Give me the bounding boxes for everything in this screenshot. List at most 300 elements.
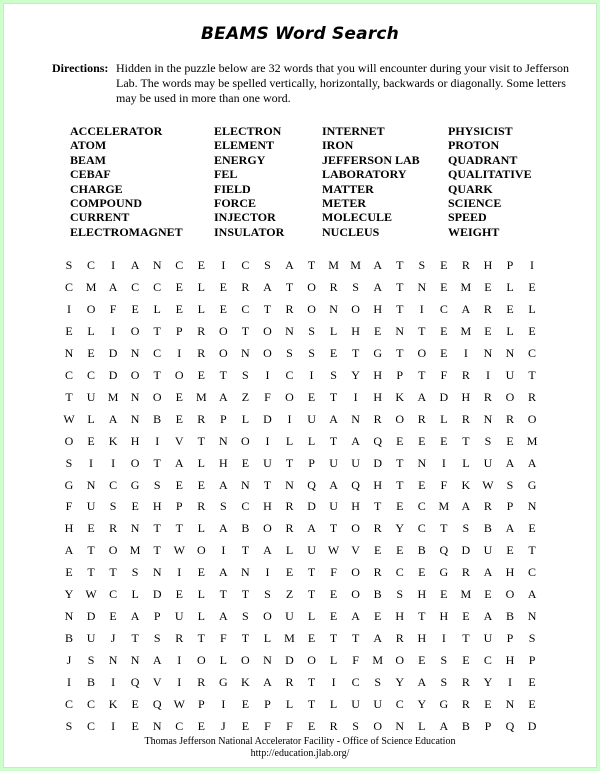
grid-letter: B: [241, 521, 250, 536]
grid-row: [59, 631, 539, 651]
grid-letter: L: [329, 653, 338, 668]
grid-letter: B: [461, 718, 470, 733]
grid-letter: A: [219, 565, 228, 580]
grid-row: [59, 456, 539, 476]
grid-letter: I: [111, 258, 116, 272]
grid-letter: M: [350, 258, 361, 272]
grid-letter: W: [482, 477, 494, 492]
grid-letter: O: [196, 653, 206, 668]
word-item: INJECTOR: [214, 210, 276, 225]
grid-letter: O: [395, 411, 405, 426]
word-item: SCIENCE: [448, 196, 502, 211]
grid-letter: T: [528, 543, 536, 558]
grid-letter: E: [175, 301, 183, 316]
grid-letter: L: [197, 301, 205, 316]
grid-letter: E: [440, 345, 448, 360]
grid-letter: N: [219, 433, 228, 448]
grid-letter: F: [440, 367, 448, 382]
grid-letter: G: [373, 345, 383, 360]
grid-letter: T: [219, 587, 228, 602]
grid-letter: Q: [307, 477, 316, 492]
grid-letter: E: [440, 258, 448, 272]
grid-row: [59, 653, 539, 673]
grid-letter: H: [461, 389, 471, 404]
grid-letter: I: [89, 455, 94, 470]
grid-letter: R: [483, 499, 492, 514]
grid-letter: N: [130, 653, 140, 668]
grid-letter: D: [461, 543, 471, 558]
grid-letter: R: [197, 499, 206, 514]
grid-letter: H: [505, 565, 515, 580]
grid-letter: E: [307, 389, 316, 404]
grid-letter: T: [329, 389, 338, 404]
word-item: QUALITATIVE: [448, 167, 532, 182]
word-item: MOLECULE: [322, 210, 393, 225]
grid-letter: R: [329, 718, 338, 733]
grid-letter: L: [197, 587, 205, 602]
grid-letter: F: [330, 565, 337, 580]
grid-letter: E: [374, 543, 382, 558]
grid-letter: D: [527, 718, 537, 733]
grid-letter: P: [396, 367, 404, 382]
grid-row: [59, 675, 539, 695]
word-list-column: [70, 124, 183, 239]
grid-letter: M: [460, 279, 472, 294]
grid-letter: D: [108, 367, 118, 382]
grid-letter: H: [351, 499, 360, 514]
grid-letter: O: [241, 653, 250, 668]
grid-letter: E: [219, 301, 228, 316]
grid-letter: I: [67, 675, 71, 690]
grid-letter: A: [219, 477, 228, 492]
grid-letter: T: [241, 323, 250, 338]
grid-letter: A: [285, 258, 294, 272]
grid-letter: T: [153, 543, 161, 558]
grid-letter: E: [131, 499, 139, 514]
grid-letter: U: [329, 455, 338, 470]
grid-letter: C: [153, 345, 162, 360]
grid-row: [59, 324, 539, 344]
grid-letter: N: [86, 477, 96, 492]
grid-letter: E: [418, 565, 426, 580]
grid-letter: O: [395, 653, 405, 668]
grid-letter: C: [175, 258, 184, 272]
grid-letter: R: [373, 521, 382, 536]
grid-letter: R: [461, 565, 470, 580]
grid-letter: A: [329, 477, 338, 492]
word-item: NUCLEUS: [322, 224, 380, 239]
grid-letter: S: [65, 718, 73, 733]
grid-letter: F: [264, 389, 271, 404]
grid-letter: G: [439, 565, 449, 580]
grid-letter: I: [419, 301, 424, 316]
grid-letter: N: [263, 653, 272, 668]
grid-letter: L: [197, 609, 205, 624]
grid-letter: C: [285, 367, 294, 382]
grid-letter: O: [130, 367, 140, 382]
grid-letter: A: [505, 521, 515, 536]
word-item: PHYSICIST: [448, 124, 513, 138]
grid-letter: E: [418, 477, 426, 492]
grid-letter: B: [87, 675, 96, 690]
grid-letter: Y: [395, 675, 405, 690]
grid-letter: Q: [373, 433, 383, 448]
grid-letter: H: [417, 631, 427, 646]
grid-letter: T: [396, 477, 404, 492]
grid-letter: F: [65, 499, 73, 514]
grid-letter: Y: [351, 367, 360, 382]
grid-letter: A: [439, 718, 449, 733]
grid-letter: F: [264, 718, 271, 733]
grid-letter: K: [241, 675, 250, 690]
grid-letter: I: [265, 565, 270, 580]
grid-letter: B: [483, 521, 492, 536]
grid-letter: E: [197, 718, 205, 733]
grid-letter: I: [221, 258, 226, 272]
word-item: MATTER: [322, 181, 374, 196]
grid-letter: L: [329, 323, 338, 338]
grid-letter: E: [197, 367, 205, 382]
grid-letter: T: [153, 367, 161, 382]
grid-letter: F: [440, 477, 448, 492]
grid-letter: M: [107, 389, 119, 404]
grid-letter: W: [327, 543, 340, 558]
grid-letter: E: [175, 587, 183, 602]
grid-letter: R: [285, 675, 294, 690]
grid-letter: C: [417, 499, 426, 514]
grid-letter: L: [506, 279, 514, 294]
grid-letter: H: [483, 258, 493, 272]
grid-letter: S: [462, 521, 470, 536]
directions-text: Hidden in the puzzle below are 32 words that you will encounter during your visit to Jefferson Lab. The words may be spelled vertically, horizontally, backwards or diagonally. Some letters may be used in more than one word.: [116, 61, 570, 105]
grid-letter: U: [351, 697, 360, 711]
grid-letter: C: [351, 675, 360, 690]
grid-letter: E: [528, 697, 536, 711]
grid-letter: O: [417, 345, 427, 360]
grid-letter: T: [285, 455, 294, 470]
grid-letter: E: [87, 345, 95, 360]
grid-letter: K: [108, 697, 118, 711]
grid-letter: H: [373, 301, 383, 316]
grid-letter: C: [131, 279, 140, 294]
word-item: ELEMENT: [214, 138, 275, 153]
grid-letter: A: [351, 609, 360, 624]
grid-letter: S: [65, 258, 73, 272]
grid-letter: C: [417, 521, 426, 536]
grid-letter: E: [484, 323, 492, 338]
grid-letter: C: [175, 718, 184, 733]
grid-letter: T: [418, 609, 426, 624]
grid-letter: H: [417, 587, 427, 602]
grid-letter: D: [373, 455, 383, 470]
grid-row: [59, 521, 539, 541]
grid-letter: N: [483, 411, 493, 426]
grid-letter: Y: [483, 675, 493, 690]
grid-letter: E: [528, 279, 536, 294]
grid-letter: T: [307, 565, 316, 580]
grid-row: [59, 697, 539, 717]
grid-letter: U: [483, 455, 493, 470]
grid-letter: C: [241, 258, 250, 272]
grid-letter: I: [221, 543, 226, 558]
grid-letter: T: [263, 477, 272, 492]
grid-letter: R: [483, 389, 492, 404]
grid-letter: N: [505, 345, 515, 360]
grid-letter: R: [285, 521, 294, 536]
grid-letter: P: [308, 455, 315, 470]
grid-letter: O: [351, 521, 360, 536]
grid-letter: T: [329, 521, 338, 536]
grid-letter: P: [175, 499, 183, 514]
grid-letter: U: [285, 609, 294, 624]
grid-letter: O: [219, 345, 228, 360]
word-item: ELECTROMAGNET: [70, 224, 183, 239]
grid-letter: A: [417, 675, 427, 690]
grid-letter: E: [131, 697, 139, 711]
grid-letter: F: [352, 653, 359, 668]
word-item: FORCE: [214, 196, 256, 211]
grid-letter: E: [506, 301, 514, 316]
grid-letter: T: [396, 258, 404, 272]
word-list-column: [214, 124, 284, 239]
grid-letter: T: [219, 367, 228, 382]
grid-letter: T: [307, 675, 316, 690]
grid-letter: A: [307, 521, 316, 536]
grid-letter: T: [396, 279, 404, 294]
grid-letter: I: [111, 718, 116, 733]
grid-letter: C: [153, 279, 162, 294]
grid-letter: L: [263, 631, 272, 646]
word-list-column: [448, 124, 532, 239]
grid-letter: S: [286, 345, 293, 360]
grid-letter: N: [285, 323, 294, 338]
grid-letter: A: [417, 389, 427, 404]
grid-letter: I: [485, 367, 490, 382]
grid-letter: T: [351, 345, 360, 360]
grid-letter: T: [241, 543, 250, 558]
grid-letter: L: [87, 323, 95, 338]
grid-letter: M: [460, 323, 472, 338]
grid-letter: F: [286, 718, 293, 733]
grid-letter: A: [373, 258, 383, 272]
word-item: ATOM: [70, 138, 107, 153]
grid-letter: L: [197, 279, 205, 294]
grid-letter: I: [353, 389, 358, 404]
grid-letter: E: [440, 323, 448, 338]
grid-letter: T: [528, 367, 536, 382]
grid-letter: T: [175, 521, 183, 536]
grid-letter: S: [242, 609, 249, 624]
grid-letter: R: [197, 411, 206, 426]
grid-letter: T: [440, 521, 448, 536]
grid-letter: U: [174, 609, 184, 624]
grid-letter: P: [528, 653, 536, 668]
grid-letter: R: [461, 411, 470, 426]
grid-letter: V: [174, 433, 184, 448]
grid-letter: T: [87, 543, 95, 558]
grid-letter: S: [242, 367, 249, 382]
grid-letter: I: [111, 455, 116, 470]
grid-letter: M: [85, 279, 97, 294]
grid-letter: P: [506, 499, 514, 514]
grid-letter: B: [373, 587, 382, 602]
grid-letter: N: [64, 345, 74, 360]
grid-letter: S: [131, 565, 139, 580]
grid-letter: R: [197, 323, 206, 338]
grid-letter: O: [527, 411, 537, 426]
grid-letter: C: [64, 697, 73, 711]
grid-letter: H: [351, 323, 360, 338]
grid-letter: L: [197, 521, 205, 536]
grid-letter: D: [86, 609, 96, 624]
grid-letter: N: [351, 411, 360, 426]
grid-letter: S: [440, 653, 448, 668]
grid-letter: L: [285, 697, 294, 711]
grid-letter: I: [67, 301, 71, 316]
grid-letter: U: [86, 389, 96, 404]
grid-row: [59, 258, 539, 278]
word-list-column: [322, 124, 420, 239]
grid-letter: L: [307, 433, 316, 448]
grid-letter: E: [506, 433, 514, 448]
grid-letter: E: [528, 521, 536, 536]
grid-letter: E: [418, 653, 426, 668]
word-item: INSULATOR: [214, 224, 285, 239]
grid-letter: C: [87, 258, 96, 272]
grid-letter: C: [109, 587, 118, 602]
grid-letter: A: [483, 565, 493, 580]
grid-letter: A: [219, 389, 228, 404]
grid-letter: T: [285, 279, 294, 294]
grid-letter: W: [85, 587, 97, 602]
grid-letter: D: [152, 587, 162, 602]
grid-letter: C: [64, 367, 73, 382]
grid-letter: F: [220, 631, 227, 646]
grid-letter: N: [527, 499, 537, 514]
grid-letter: I: [221, 697, 226, 711]
grid-letter: E: [131, 301, 139, 316]
grid-letter: V: [152, 675, 162, 690]
word-item: QUARK: [448, 181, 493, 196]
grid-letter: N: [285, 477, 294, 492]
grid-row: [59, 368, 539, 388]
grid-letter: H: [395, 609, 405, 624]
grid-letter: T: [153, 323, 161, 338]
grid-letter: M: [526, 433, 538, 448]
grid-letter: N: [130, 411, 140, 426]
grid-letter: E: [219, 279, 228, 294]
word-item: PROTON: [448, 138, 500, 153]
grid-letter: Q: [130, 675, 140, 690]
grid-letter: M: [328, 258, 339, 272]
word-item: CHARGE: [70, 181, 123, 196]
grid-letter: I: [441, 455, 446, 470]
grid-letter: I: [111, 675, 116, 690]
grid-letter: R: [483, 301, 492, 316]
grid-letter: B: [417, 543, 426, 558]
grid-letter: N: [152, 565, 162, 580]
grid-letter: I: [441, 631, 446, 646]
grid-letter: N: [395, 323, 405, 338]
grid-letter: T: [241, 587, 250, 602]
grid-letter: T: [396, 455, 404, 470]
grid-letter: E: [374, 323, 382, 338]
worksheet-page: [3, 3, 597, 768]
grid-letter: A: [373, 279, 383, 294]
grid-letter: T: [197, 631, 205, 646]
grid-letter: E: [87, 521, 95, 536]
word-item: BEAM: [70, 152, 106, 167]
grid-letter: T: [396, 301, 404, 316]
word-item: INTERNET: [322, 124, 385, 138]
grid-letter: E: [197, 477, 205, 492]
grid-letter: S: [264, 258, 271, 272]
grid-letter: P: [506, 631, 514, 646]
grid-letter: L: [87, 411, 95, 426]
grid-letter: I: [265, 433, 270, 448]
grid-letter: H: [373, 477, 383, 492]
grid-letter: L: [197, 455, 205, 470]
grid-letter: S: [308, 345, 315, 360]
grid-letter: E: [528, 675, 536, 690]
grid-row: [59, 346, 539, 366]
grid-letter: U: [86, 631, 96, 646]
grid-letter: N: [241, 477, 250, 492]
grid-letter: E: [440, 433, 448, 448]
grid-letter: D: [108, 345, 118, 360]
grid-letter: S: [352, 718, 359, 733]
grid-letter: N: [130, 521, 140, 536]
word-item: FIELD: [214, 181, 251, 196]
grid-letter: Y: [417, 697, 427, 711]
grid-letter: R: [461, 697, 470, 711]
grid-letter: R: [528, 389, 537, 404]
grid-letter: C: [241, 499, 250, 514]
grid-row: [59, 609, 539, 629]
grid-letter: H: [373, 389, 383, 404]
grid-letter: S: [220, 499, 227, 514]
grid-letter: Z: [241, 389, 250, 404]
grid-letter: N: [395, 718, 405, 733]
grid-letter: C: [109, 477, 118, 492]
grid-letter: C: [483, 653, 492, 668]
grid-letter: N: [152, 718, 162, 733]
grid-letter: H: [130, 433, 140, 448]
grid-letter: J: [110, 631, 116, 646]
grid-letter: O: [505, 587, 515, 602]
grid-letter: O: [64, 433, 74, 448]
grid-letter: E: [197, 565, 205, 580]
grid-letter: I: [177, 345, 182, 360]
grid-letter: E: [285, 565, 294, 580]
grid-letter: T: [329, 631, 338, 646]
grid-letter: A: [108, 411, 118, 426]
grid-letter: N: [329, 301, 338, 316]
grid-letter: C: [395, 565, 404, 580]
directions-label: Directions:: [52, 61, 109, 75]
grid-letter: T: [307, 697, 316, 711]
grid-letter: L: [307, 609, 316, 624]
grid-letter: J: [221, 718, 226, 733]
grid-letter: L: [528, 301, 536, 316]
grid-letter: R: [395, 631, 404, 646]
grid-letter: E: [131, 718, 139, 733]
word-item: ACCELERATOR: [70, 124, 163, 138]
grid-letter: R: [461, 675, 470, 690]
grid-letter: H: [152, 499, 162, 514]
grid-letter: H: [263, 499, 272, 514]
word-item: COMPOUND: [70, 196, 142, 211]
